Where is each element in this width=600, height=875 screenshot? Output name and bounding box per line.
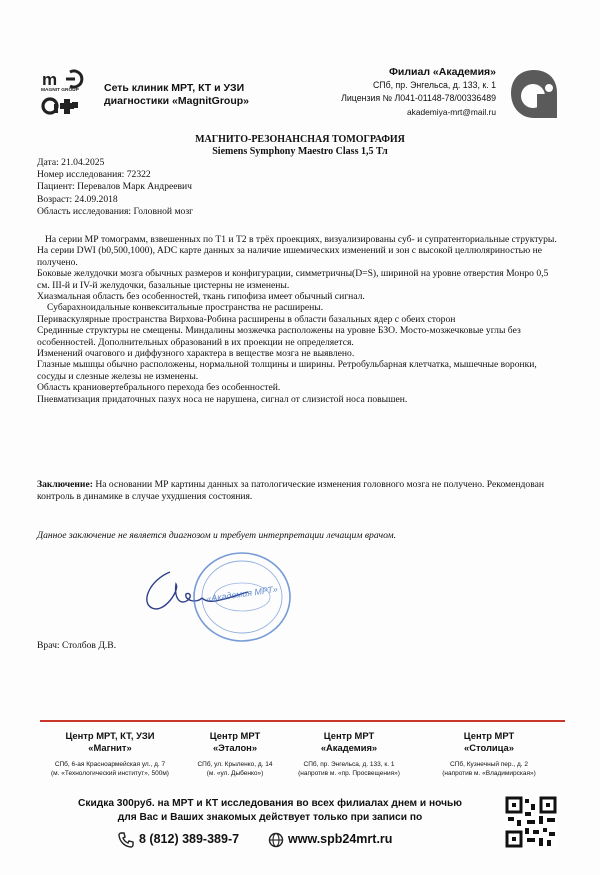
center-metro: (напротив м. «пр. Просвещения») [298,770,400,777]
center-metro: (м. «Технологический институт», 500м) [51,770,169,777]
conclusion-label: Заключение: [37,479,93,490]
svg-text:m: m [42,70,58,89]
magnit-group-logo [40,68,98,120]
finding-paragraph: Периваскулярные пространства Вирхова-Робина расширены в области базальных ядер с обеих сторон [37,313,456,325]
stamp-text: «Академия МРТ» [205,584,279,604]
center-metro: (м. «ул. Дыбенко») [206,770,264,777]
finding-paragraph: Изменений очагового и диффузного характера в веществе мозга не выявлено. [37,348,355,360]
center-name-quoted: «Магнит» [88,742,132,753]
study-number: Номер исследования: 72322 [37,169,151,181]
promo-text [40,797,500,825]
website-link[interactable]: www.spb24mrt.ru [288,832,393,846]
finding-paragraph: На серии DWI (b0,500,1000), ADC карте данных за наличие ишемических изменений и зон с высокой целлюляриностью не получено. [37,245,542,268]
center-akademiya [274,730,424,778]
finding-paragraph: Субарахноидальные конвекситальные пространства не расширены. [47,302,324,314]
center-address: СПб, пр. Энгельса, д. 133, к. 1 [303,761,395,768]
finding-paragraph: Срединные структуры не смещены. Миндалины мозжечка расположены на уровне БЗО. Мосто-мозжечковые углы без особенностей. Дополнительных образований в их проекции не определяется. [37,325,521,348]
finding-paragraph: Хиазмальная область без особенностей, ткань гипофиза имеет обычный сигнал. [37,291,365,303]
center-name-quoted: «Академия» [320,742,378,753]
center-name: Центр МРТ [209,730,261,741]
center-name: Центр МРТ, КТ, УЗИ [65,730,155,741]
center-address: СПб, ул. Крыленко, д. 14 [197,761,273,768]
center-name-quoted: «Столица» [464,742,514,753]
branch-logo-icon [509,68,559,120]
network-line2: диагностики «MagnitGroup» [104,95,250,107]
finding-paragraph: Область краниовертебрального перехода без особенностей. [37,382,281,394]
patient-age: Возраст: 24.09.2018 [37,193,118,205]
branch-license: Лицензия № Л041-01148-78/00336489 [341,93,496,103]
disclaimer: Данное заключение не является диагнозом и требует интерпретации лечащим врачом. [37,530,397,541]
conclusion-text: На основании МР картины данных за патологические изменения головного мозга не получено. Рекомендован контроль в динамике в случае ухудшения состояния. [37,479,544,502]
branch-title: Филиал «Академия» [388,66,496,78]
center-name: Центр МРТ [323,730,375,741]
report-title [0,134,600,158]
conclusion [37,479,562,503]
clinic-stamp [192,551,292,643]
network-line1: Сеть клиник МРТ, КТ и УЗИ [104,82,245,94]
branch-email: akademiya-mrt@mail.ru [406,107,496,117]
study-area: Область исследования: Головной мозг [37,205,194,217]
finding-paragraph: Глазные мышцы обычно расположены, нормальной толщины и ширины. Ретробульбарная клетчатка, мышечные воронки, сосуды и слезные железы не изменены. [37,359,537,382]
center-address: СПб, 6-ая Красноармейская ул., д. 7 [54,761,166,768]
finding-paragraph: Пневматизация придаточных пазух носа не нарушена, сигнал от слизистой носа повышен. [37,393,408,405]
promo-line1: Скидка 300руб. на МРТ и КТ исследования во всех филиалах днем и ночью [78,798,462,809]
phone-number[interactable]: 8 (812) 389-389-7 [139,832,240,846]
center-address: СПб, Кузнечный пер., д. 2 [450,761,528,768]
patient-name: Пациент: Перевалов Марк Андреевич [37,181,192,193]
finding-paragraph: На серии МР томограмм, взвешенных по Т1 и Т2 в трёх проекциях, визуализированы суб- и супратенториальные структуры. [45,234,557,245]
findings-text [37,234,557,405]
exam-date: Дата: 21.04.2025 [37,157,105,168]
branch-address: СПб, пр. Энгельса, д. 133, к. 1 [372,80,496,90]
doctor-name: Врач: Столбов Д.В. [37,640,117,651]
footer-divider [40,720,565,722]
patient-meta [37,157,193,218]
finding-paragraph: Боковые желудочки мозга обычных размеров и конфигурации, симметричны(D=S), шириной на уровне отверстия Монро 0,5 см. III-й и IV-й желудочки, базальные цистерны не изменены. [37,268,549,291]
center-name: Центр МРТ [463,730,515,741]
report-title-main: МАГНИТО-РЕЗОНАНСНАЯ ТОМОГРАФИЯ [195,134,405,145]
center-stolitsa [414,730,564,778]
branch-info [341,66,496,119]
logo-caption: MAGNIT GROUP [41,88,79,93]
promo-line2: для Вас и Ваших знакомых действует только при записи по [117,812,423,823]
qr-code-icon[interactable] [505,796,557,848]
globe-icon [268,832,284,848]
center-metro: (напротив м. «Владимирская») [442,770,536,777]
phone-icon [118,832,134,848]
network-name [104,82,249,108]
report-subtitle: Siemens Symphony Maestro Class 1,5 Тл [212,146,388,157]
center-name-quoted: «Эталон» [212,742,258,753]
